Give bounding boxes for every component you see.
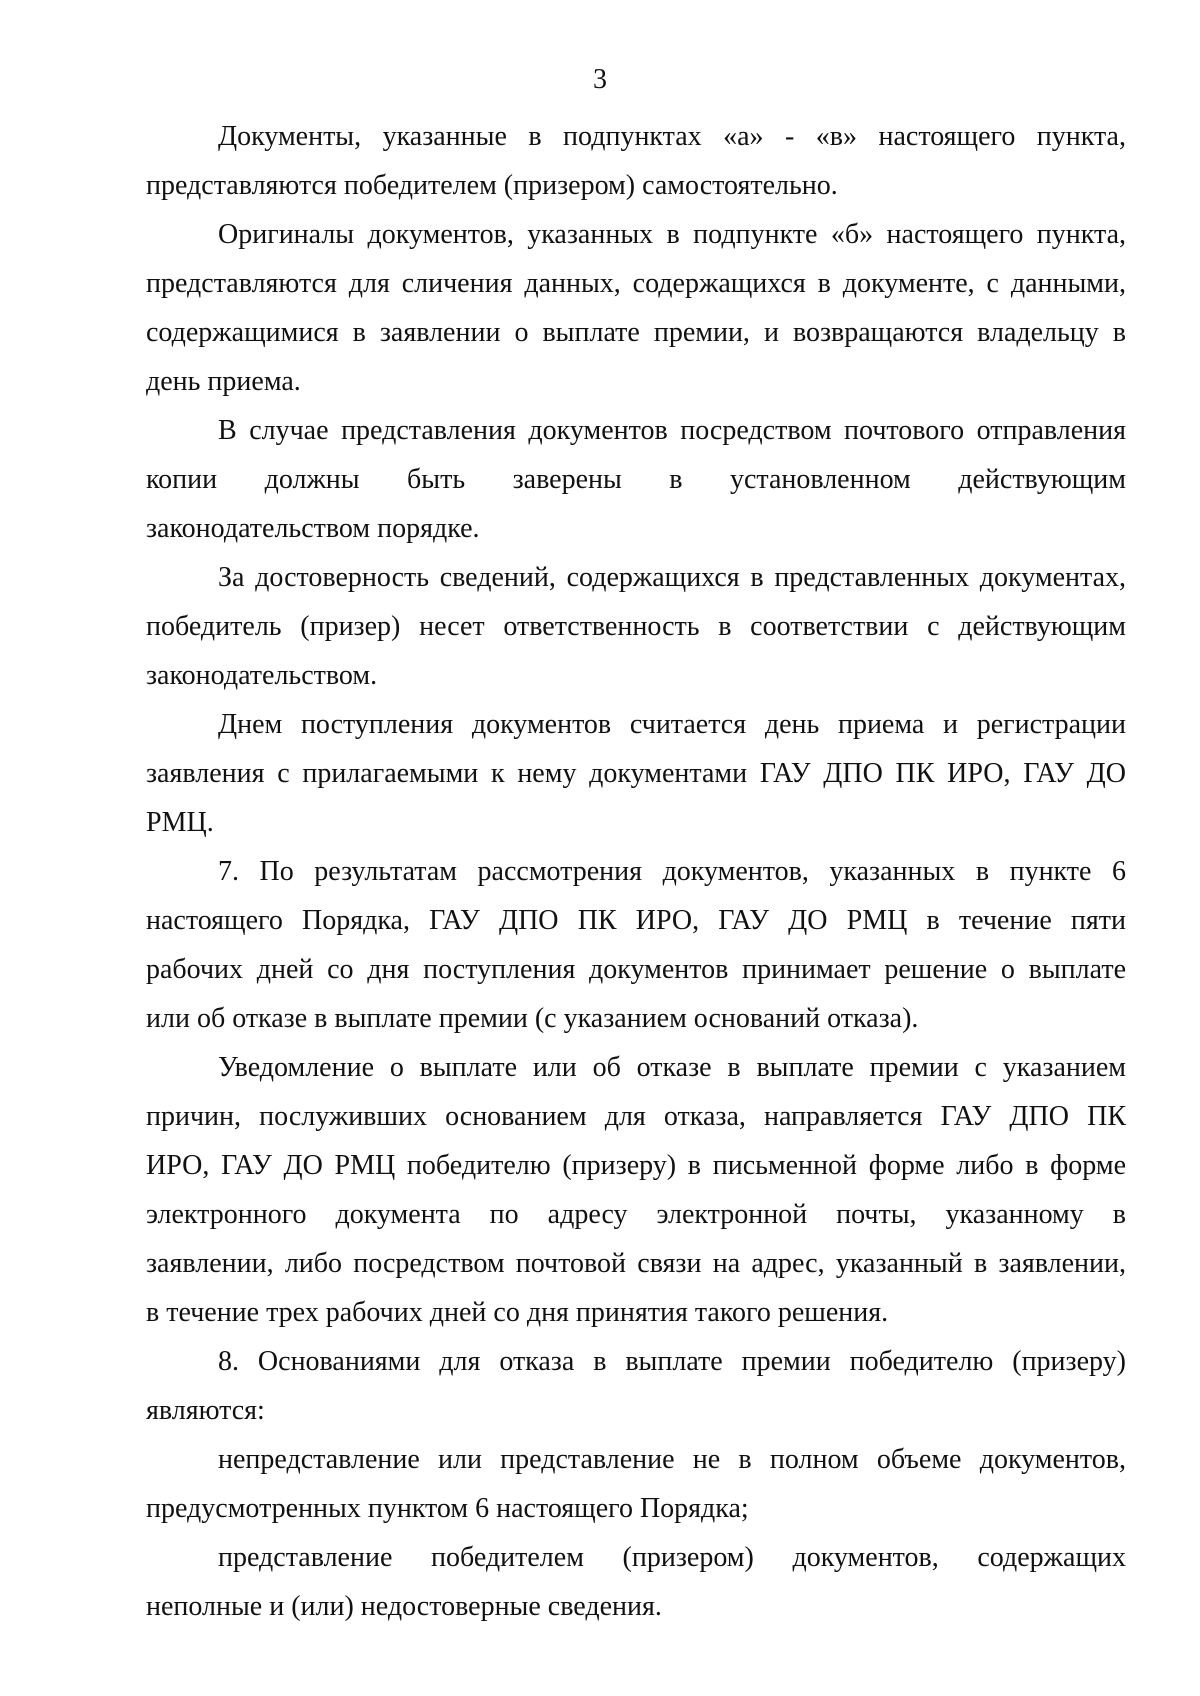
text-line: Уведомление о выплате или об отказе в выплате премии с указанием <box>218 1052 1126 1083</box>
text-line: причин, послуживших основанием для отказа, направляется ГАУ ДПО ПК <box>146 1101 1126 1132</box>
text-line: победитель (призер) несет ответственность в соответствии с действующим <box>146 611 1126 642</box>
text-line: настоящего Порядка, ГАУ ДПО ПК ИРО, ГАУ ДО РМЦ в течение пяти <box>146 905 1126 936</box>
text-line: предусмотренных пунктом 6 настоящего Порядка; <box>146 1493 749 1524</box>
text-line: ИРО, ГАУ ДО РМЦ победителю (призеру) в письменной форме либо в форме <box>146 1150 1126 1181</box>
text-line: или об отказе в выплате премии (с указанием оснований отказа). <box>146 1003 919 1034</box>
text-line: рабочих дней со дня поступления документов принимает решение о выплате <box>146 954 1126 985</box>
text-line: За достоверность сведений, содержащихся в представленных документах, <box>218 562 1126 593</box>
text-line: копии должны быть заверены в установленном действующим <box>146 464 1126 495</box>
text-line: непредставление или представление не в полном объеме документов, <box>218 1444 1126 1475</box>
text-line: представление победителем (призером) документов, содержащих <box>218 1542 1126 1573</box>
text-line: содержащимися в заявлении о выплате премии, и возвращаются владельцу в <box>146 317 1126 348</box>
paragraph <box>146 1337 1126 1435</box>
page-number: 3 <box>593 64 607 95</box>
paragraph <box>146 1435 1126 1533</box>
paragraph <box>146 406 1126 553</box>
text-line: 7. По результатам рассмотрения документов, указанных в пункте 6 <box>218 856 1126 887</box>
paragraph <box>146 112 1126 210</box>
paragraph <box>146 1533 1126 1631</box>
text-line: электронного документа по адресу электронной почты, указанному в <box>146 1199 1126 1230</box>
text-line: 8. Основаниями для отказа в выплате премии победителю (призеру) <box>218 1346 1126 1377</box>
text-line: законодательством порядке. <box>146 513 480 544</box>
text-line: РМЦ. <box>146 807 214 838</box>
paragraph <box>146 210 1126 406</box>
text-line: являются: <box>146 1395 265 1426</box>
paragraph <box>146 847 1126 1043</box>
text-line: заявления с прилагаемыми к нему документами ГАУ ДПО ПК ИРО, ГАУ ДО <box>146 758 1126 789</box>
text-line: день приема. <box>146 366 301 397</box>
text-line: законодательством. <box>146 660 378 691</box>
paragraph <box>146 553 1126 700</box>
paragraph <box>146 1043 1126 1337</box>
text-line: представляются победителем (призером) самостоятельно. <box>146 170 838 201</box>
text-line: представляются для сличения данных, содержащихся в документе, с данными, <box>146 268 1126 299</box>
text-line: Оригиналы документов, указанных в подпункте «б» настоящего пункта, <box>218 219 1126 250</box>
text-line: В случае представления документов посредством почтового отправления <box>218 415 1126 446</box>
text-line: заявлении, либо посредством почтовой связи на адрес, указанный в заявлении, <box>146 1248 1126 1279</box>
text-line: в течение трех рабочих дней со дня принятия такого решения. <box>146 1297 889 1328</box>
text-line: Днем поступления документов считается день приема и регистрации <box>218 709 1126 740</box>
text-line: неполные и (или) недостоверные сведения. <box>146 1591 662 1622</box>
text-line: Документы, указанные в подпунктах «а» - «в» настоящего пункта, <box>218 121 1126 152</box>
paragraph <box>146 700 1126 847</box>
document-body <box>146 112 1126 1631</box>
